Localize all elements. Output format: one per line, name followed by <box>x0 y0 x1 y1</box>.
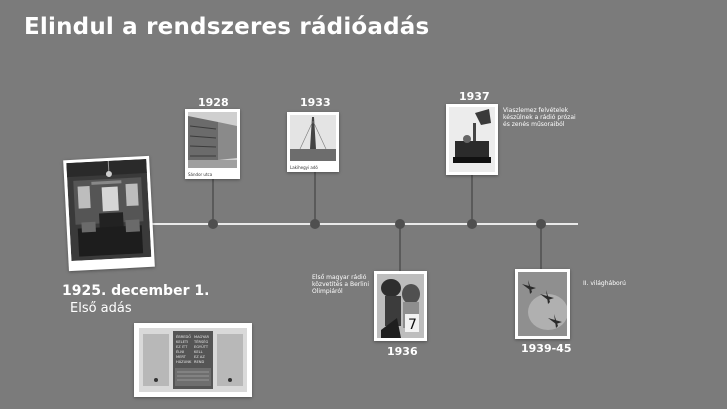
plaque-text-line: HÁZUNK <box>176 360 192 364</box>
slide-title: Elindul a rendszeres rádióadás <box>24 14 430 40</box>
event-year-1936: 1936 <box>387 345 418 358</box>
event-caption-1933: Lakihegyi adó <box>290 165 318 170</box>
memorial-plaque-photo <box>134 323 252 397</box>
timeline-dot-1937[interactable] <box>467 219 477 229</box>
timeline-stem-1936 <box>399 224 401 272</box>
plaque-text-line: MAGYAR <box>194 335 209 339</box>
timeline-stem-1939-45 <box>540 224 542 270</box>
plaque-text-line: TÉRSÉG <box>194 340 209 344</box>
first-broadcast-label: Első adás <box>70 301 132 316</box>
event-note-1937: Viaszlemez felvételek készülnek a rádió prózai és zenés műsoraiból <box>503 107 576 128</box>
timeline-stem-1933 <box>314 172 316 224</box>
plaque-text-line: MERT <box>176 355 186 359</box>
timeline-dot-1933[interactable] <box>310 219 320 229</box>
timeline-stem-1937 <box>471 175 473 224</box>
event-photo-1937[interactable] <box>446 104 498 175</box>
first-broadcast-date: 1925. december 1. <box>62 283 210 299</box>
event-year-1937: 1937 <box>459 90 490 103</box>
timeline-dot-1936[interactable] <box>395 219 405 229</box>
timeline-dot-1939-45[interactable] <box>536 219 546 229</box>
event-photo-1933[interactable] <box>287 112 339 172</box>
plaque-text-line: KELETI <box>176 340 189 344</box>
plaque-text-line: EZ ITT <box>176 345 188 349</box>
plaque-text-line: EGYÜTT <box>194 345 209 349</box>
event-caption-1928: Sándor utca <box>188 172 213 177</box>
plaque-text-line: ÉBREDŐ <box>176 335 192 339</box>
plaque-text-line: KELL <box>194 350 203 354</box>
event-photo-1939-45[interactable] <box>515 269 570 339</box>
event-photo-1936[interactable] <box>374 271 427 341</box>
timeline-stem-1928 <box>212 179 214 224</box>
event-year-1933: 1933 <box>300 96 331 109</box>
svg-text:7: 7 <box>408 317 417 333</box>
event-photo-1928[interactable] <box>185 109 240 179</box>
event-year-1928: 1928 <box>198 96 229 109</box>
event-note-1936: Első magyar rádió közvetítés a Berlini Olimpiáról <box>312 274 370 295</box>
plaque-text-line: ÉLNI <box>176 350 185 354</box>
timeline-dot-1928[interactable] <box>208 219 218 229</box>
event-year-1939-45: 1939-45 <box>521 342 572 355</box>
plaque-text-line: EZ AZ <box>194 355 205 359</box>
plaque-text-line: REND <box>194 360 205 364</box>
event-note-1939-45: II. világháború <box>583 280 626 287</box>
studio-photo <box>63 156 155 271</box>
